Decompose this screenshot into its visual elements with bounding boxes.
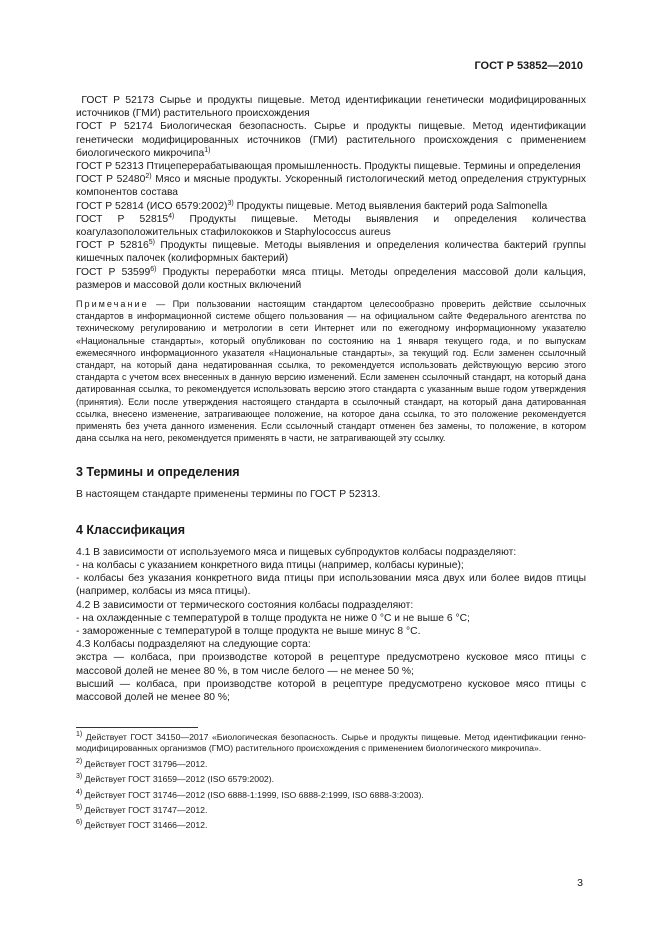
footnote-mark: 3): [76, 773, 83, 781]
ref-text: Продукты переработки мяса птицы. Методы определения массовой доли кальция, размеров и массовой доли костных включений: [76, 266, 586, 291]
section-4-line: 4.1 В зависимости от используемого мяса и пищевых субпродуктов колбасы подразделяют:: [76, 546, 517, 558]
note-paragraph: [76, 298, 586, 444]
footnote-text: Действует ГОСТ 34150—2017 «Биологическая безопасность. Сырье и продукты пищевые. Метод идентификации генно-модифицированных организмов (ГМО) растительного происхождения с применением биологического микрочипа».: [76, 732, 586, 754]
footnote-mark: 5): [76, 804, 83, 812]
section-4-line: высший — колбаса, при производстве которой в рецептуре предусмотрено кусковое мясо птицы с массовой долей не менее 80 %;: [76, 678, 586, 703]
footnote-marker: 6): [150, 265, 157, 273]
note-text: — При пользовании настоящим стандартом целесообразно проверить действие ссылочных стандартов в информационной системе общего пользования — на официальном сайте Федерального агентства по техническому регулированию и метрологии в сети Интернет или по ежегодному информационному указателю «Национальные стандарты», который опубликован по состоянию на 1 января текущего года, и по выпускам ежемесячного информационного указателя «Национальные стандарты», за текущий год. Если заменен ссылочный стандарт, на который дана недатированная ссылка, то рекомендуется использовать действующую версию этого стандарта с учетом всех внесенных в данную версию изменений. Если заменен ссылочный стандарт, на который дана датированная ссылка, то рекомендуется использовать версию этого стандарта с указанным выше годом утверждения (принятия). Если после утверждения настоящего стандарта в ссылочный стандарт, на который дана датированная ссылка, внесено изменение, затрагивающее положение, на которое дана ссылка, то это положение рекомендуется применять без учета данного изменения. Если ссылочный стандарт отменен без замены, то положение, в котором дана ссылка на него, рекомендуется применять в части, не затрагивающей эту ссылку.: [76, 299, 586, 444]
section-4-line: 4.3 Колбасы подразделяют на следующие сорта:: [76, 639, 311, 651]
footnote-text: Действует ГОСТ 31796—2012.: [84, 758, 208, 769]
footnote-marker: 3): [227, 199, 234, 207]
ref-code: ГОСТ Р 52480: [76, 174, 146, 186]
ref-code: ГОСТ Р 52816: [76, 240, 149, 252]
section-4-line: 4.2 В зависимости от термического состояния колбасы подразделяют:: [76, 599, 414, 611]
ref-code: ГОСТ Р 52814 (ИСО 6579:2002): [76, 200, 228, 212]
ref-code: ГОСТ Р 52815: [76, 213, 169, 225]
ref-text: Мясо и мясные продукты. Ускоренный гистологический метод определения структурных компонентов состава: [76, 174, 586, 199]
section-4-line: - колбасы без указания конкретного вида птицы при использовании мяса двух или более видов птицы (например, колбасы из мяса птицы).: [76, 573, 586, 598]
ref-entry: [76, 120, 586, 160]
ref-text: Биологическая безопасность. Сырье и продукты пищевые. Метод идентификации генетически модифицированных источников (ГМИ) растительного происхождения с применением биологического микрочипа: [76, 121, 586, 159]
ref-entry: [76, 173, 586, 199]
ref-text: Сырье и продукты пищевые. Метод идентификации генетически модифицированных источников (ГМИ) растительного происхождения: [76, 95, 586, 120]
ref-text: Продукты пищевые. Методы выявления и определения количества бактерий группы кишечных палочек (колиформных бактерий): [76, 240, 586, 265]
section-4-heading: 4 Классификация: [76, 522, 186, 537]
ref-entry: [76, 94, 586, 120]
section-3-text: В настоящем стандарте применены термины по ГОСТ Р 52313.: [76, 489, 381, 501]
footnote: [76, 759, 586, 770]
ref-entry: [76, 160, 586, 173]
section-3-heading: 3 Термины и определения: [76, 465, 240, 480]
ref-code: ГОСТ Р 52174: [76, 121, 153, 133]
footnote: [76, 805, 586, 816]
footnote: [76, 732, 586, 755]
ref-text: Продукты пищевые. Метод выявления бактерий рода Salmonella: [236, 200, 548, 212]
footnote: [76, 790, 586, 801]
footnote-mark: 4): [76, 788, 83, 796]
ref-entry: [76, 213, 586, 239]
section-4-line: - на охлажденные с температурой в толще продукта не ниже 0 °С и не выше 6 °С;: [76, 612, 470, 624]
page-body: [76, 94, 586, 704]
footnote-text: Действует ГОСТ 31659—2012 (ISO 6579:2002).: [84, 774, 275, 785]
ref-text: Продукты пищевые. Методы выявления и определения количества коагулазоположительных стафилококков и Staphylococcus aureus: [76, 213, 586, 239]
ref-entry: [76, 266, 586, 292]
note-label: Примечание: [76, 299, 149, 310]
ref-text: Птицеперерабатывающая промышленность. Продукты пищевые. Термины и определения: [146, 161, 581, 173]
footnote-mark: 2): [76, 757, 83, 765]
footnote-text: Действует ГОСТ 31747—2012.: [84, 805, 208, 816]
document-standard-number: ГОСТ Р 53852—2010: [474, 60, 583, 72]
footnote: [76, 774, 586, 785]
footnote-divider: [76, 727, 198, 728]
footnote-mark: 6): [76, 819, 83, 827]
footnote-text: Действует ГОСТ 31466—2012.: [84, 820, 208, 831]
footnote-marker: 5): [148, 239, 155, 247]
ref-code: ГОСТ Р 53599: [76, 266, 151, 278]
ref-entry: [76, 239, 586, 265]
footnote-marker: 1): [204, 146, 211, 154]
ref-entry: [76, 200, 586, 213]
footnote-marker: 4): [168, 212, 175, 220]
footnotes: [76, 732, 586, 836]
footnote-marker: 2): [145, 173, 152, 181]
page-number: 3: [577, 877, 583, 889]
footnote: [76, 820, 586, 831]
section-4-line: экстра — колбаса, при производстве которой в рецептуре предусмотрено кусковое мясо птицы с массовой долей не менее 80 %, в том числе белого — не менее 50 %;: [76, 652, 586, 677]
footnote-text: Действует ГОСТ 31746—2012 (ISO 6888-1:1999, ISO 6888-2:1999, ISO 6888-3:2003).: [84, 789, 424, 800]
section-4-line: - замороженные с температурой в толще продукта не выше минус 8 °С.: [76, 625, 421, 637]
footnote-mark: 1): [76, 731, 83, 738]
ref-code: ГОСТ Р 52173: [81, 95, 155, 106]
section-4-line: - на колбасы с указанием конкретного вида птицы (например, колбасы куриные);: [76, 559, 464, 571]
ref-code: ГОСТ Р 52313: [76, 161, 144, 173]
